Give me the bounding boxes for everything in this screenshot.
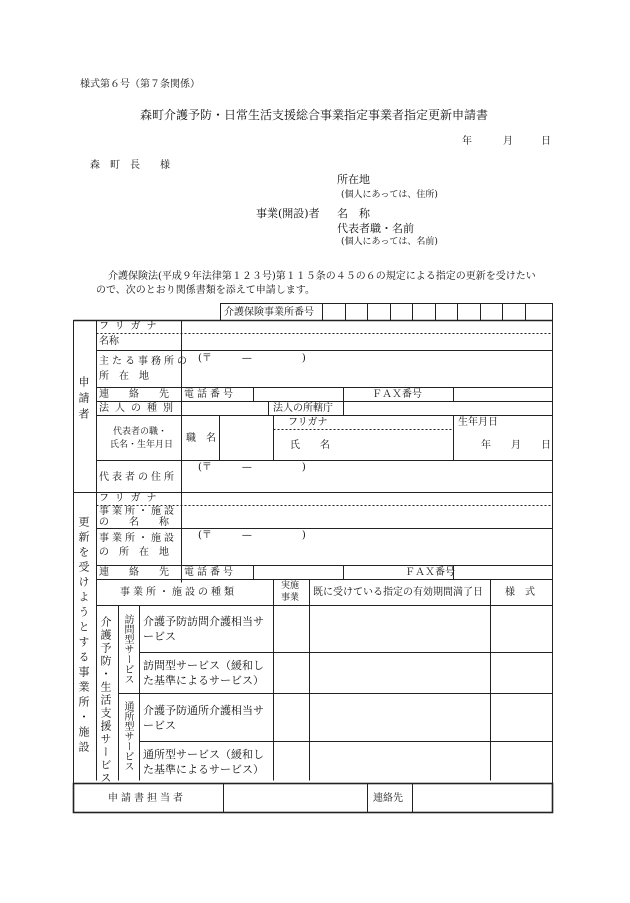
rep-address-postal: (〒 — ) [198, 462, 306, 473]
contact-short-label: 連絡先 [373, 793, 403, 804]
section-facility-label: 更新を受けようとする事業所・施設 [77, 516, 90, 756]
facility-name-label: 事業所・施設 [99, 506, 177, 517]
implement-header-2: 事業 [281, 593, 300, 603]
rep-furigana-label: フリガナ [288, 417, 328, 428]
form-number: 様式第６号（第７条関係） [80, 79, 200, 90]
rep-title-label: 代表者の職・ [113, 427, 168, 437]
furigana-label: フリガナ [99, 321, 163, 332]
birth-month: 月 [511, 440, 521, 451]
form-header: 様 式 [505, 587, 535, 598]
date-month: 月 [503, 136, 513, 147]
birth-label: 生年月日 [458, 417, 498, 428]
rep-title-label-2: 氏名・生年月日 [110, 440, 174, 450]
service-item-1: 介護予防訪問介護相当サービス [143, 615, 264, 644]
main-office-postal: (〒 — ) [198, 353, 306, 364]
visit-service-label: 訪問型サービス [122, 614, 133, 684]
rep-address-label: 代表者の住所 [99, 472, 177, 483]
service-type-header: 事業所・施設の種類 [120, 587, 237, 598]
facility-furigana-label: フリガナ [99, 493, 163, 504]
person-in-charge-label: 申請書担当者 [108, 793, 186, 804]
service-item-3: 介護予防通所介護相当サービス [143, 704, 264, 733]
tel-label: 電話番号 [184, 389, 236, 400]
addressee: 森 町 長 様 [90, 160, 170, 171]
facility-fax-label: ＦＡＸ番号 [405, 567, 455, 578]
facility-location-label-2: の 所 在 地 [99, 547, 169, 558]
applicant-rep-note: (個人にあっては、名前) [341, 237, 438, 247]
applicant-location-label: 所在地 [337, 173, 370, 186]
applicant-name-label: 名 称 [337, 207, 370, 220]
facility-contact-label: 連 絡 先 [99, 567, 169, 578]
corp-authority-label: 法人の所轄庁 [273, 403, 333, 414]
fax-label: ＦＡＸ番号 [372, 389, 422, 400]
applicant-location-note: (個人にあっては、住所) [341, 190, 438, 200]
contact-label: 連 絡 先 [99, 389, 169, 400]
rep-name-label: 氏 名 [290, 440, 330, 451]
section-applicant-label: 申請者 [77, 376, 90, 424]
name-label: 名称 [99, 336, 119, 347]
job-title-label: 職 名 [186, 433, 216, 444]
day-service-label: 通所型サービス [122, 701, 133, 771]
main-office-label-2: 所 在 地 [99, 371, 149, 382]
business-person-label: 事業(開設)者 [256, 207, 320, 220]
group-label: 介護予防・生活支援サービス [99, 616, 112, 785]
page-title: 森町介護予防・日常生活支援総合事業指定事業者指定更新申請書 [140, 108, 489, 122]
facility-location-label: 事業所・施設 [99, 533, 177, 544]
service-item-4: 通所型サービス（緩和した基準によるサービス） [143, 748, 264, 777]
birth-year: 年 [481, 440, 491, 451]
validity-header: 既に受けている指定の有効期間満了日 [313, 587, 483, 598]
implement-header: 実施 [281, 581, 300, 591]
insurer-number-label: 介護保険事業所番号 [224, 307, 314, 318]
date-year: 年 [462, 136, 472, 147]
date-day: 日 [541, 136, 551, 147]
facility-location-postal: (〒 — ) [198, 530, 306, 541]
facility-tel-label: 電話番号 [184, 567, 236, 578]
facility-name-label-2: の 名 称 [99, 517, 169, 528]
birth-day: 日 [541, 440, 551, 451]
service-item-2: 訪問型サービス（緩和した基準によるサービス） [143, 659, 264, 688]
main-office-label: 主たる事務所の [99, 356, 190, 367]
applicant-rep-label: 代表者職・名前 [337, 222, 414, 235]
body-text: 介護保険法(平成９年法律第１２３号)第１１５条の４５の６の規定による指定の更新を受けたいので、次のとおり関係書類を添えて申請します。 [96, 271, 536, 296]
corp-type-label: 法人の種別 [99, 403, 179, 414]
